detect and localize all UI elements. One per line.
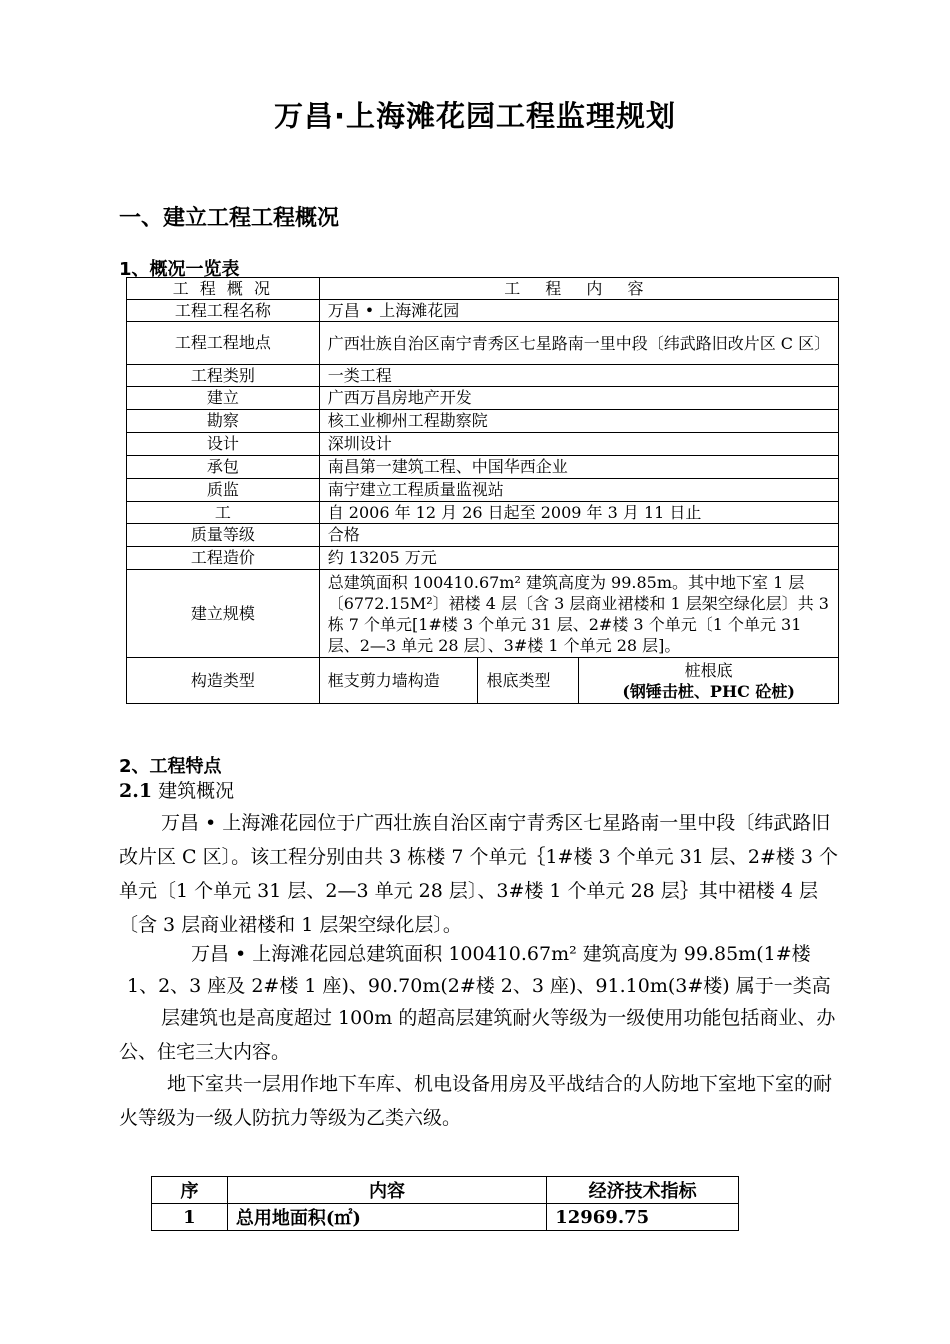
table-key: 设计 bbox=[127, 433, 320, 456]
table-key: 勘察 bbox=[127, 410, 320, 433]
table-cell-index: 1 bbox=[152, 1204, 228, 1231]
document-title: 万昌·上海滩花园工程监理规划 bbox=[273, 99, 677, 133]
economic-indicator-table bbox=[151, 1176, 739, 1231]
table-key: 质量等级 bbox=[127, 524, 320, 547]
table-key: 工程工程地点 bbox=[127, 322, 320, 365]
table-key: 质监 bbox=[127, 479, 320, 502]
table-key: 工程类别 bbox=[127, 365, 320, 387]
foundation-type-line-1: 桩根底 bbox=[684, 660, 733, 680]
table-value: 深圳设计 bbox=[319, 433, 838, 456]
subheading-number: 2.1 bbox=[119, 780, 153, 802]
table-value: 南昌第一建筑工程、中国华西企业 bbox=[319, 456, 838, 479]
table-cell-indicator: 12969.75 bbox=[547, 1204, 739, 1231]
table-header-overview: 工 程 概 况 bbox=[127, 278, 320, 300]
paragraph-area-line-1: 万昌 • 上海滩花园总建筑面积 100410.67m² 建筑高度为 99.85m(1#楼 bbox=[191, 943, 811, 965]
section-heading-1: 一、建立工程工程概况 bbox=[119, 206, 340, 231]
overview-table bbox=[126, 277, 839, 704]
table-value: 广西壮族自治区南宁青秀区七星路南一里中段〔纬武路旧改片区 C 区〕 bbox=[319, 322, 838, 365]
table-value: 合格 bbox=[319, 524, 838, 547]
table-key: 建立规模 bbox=[127, 570, 320, 658]
paragraph-basement: 地下室共一层用作地下车库、机电设备用房及平战结合的人防地下室地下室的耐火等级为一级人防抗力等级为乙类六级。 bbox=[119, 1073, 833, 1129]
paragraph-location: 万昌 • 上海滩花园位于广西壮族自治区南宁青秀区七星路南一里中段〔纬武路旧改片区 C 区〕。该工程分别由共 3 栋楼 7 个单元｛1#楼 3 个单元 31 层、2#楼 3 个单元〔1 个单元 31 层、2—3 单元 28 层〕、3#楼 1 个单元 28 层｝其中裙楼 4 层〔含 3 层商业裙楼和 1 层架空绿化层〕。 bbox=[119, 812, 839, 936]
table-key: 构造类型 bbox=[127, 658, 320, 704]
subheading-text: 建筑概况 bbox=[158, 780, 235, 802]
table-key: 工程造价 bbox=[127, 547, 320, 570]
table-value: 万昌 • 上海滩花园 bbox=[319, 300, 838, 322]
table-value: 自 2006 年 12 月 26 日起至 2009 年 3 月 11 日止 bbox=[319, 502, 838, 524]
subheading-features: 2、工程特点 bbox=[119, 756, 222, 777]
table-value: 南宁建立工程质量监视站 bbox=[319, 479, 838, 502]
paragraph-area-line-3: 层建筑也是高度超过 100m 的超高层建筑耐火等级为一级使用功能包括商业、办公、住宅三大内容。 bbox=[119, 1007, 836, 1063]
foundation-type-cell bbox=[579, 658, 839, 704]
foundation-type-line-2: (钢锤击桩、PHC 砼桩) bbox=[622, 681, 795, 701]
table-value: 约 13205 万元 bbox=[319, 547, 838, 570]
subheading-overview-table: 1、概况一览表 bbox=[119, 259, 240, 280]
table-key: 承包 bbox=[127, 456, 320, 479]
table-header-indicator: 经济技术指标 bbox=[547, 1177, 739, 1204]
table-value: 广西万昌房地产开发 bbox=[319, 387, 838, 410]
table-value-scale: 总建筑面积 100410.67m² 建筑高度为 99.85m。其中地下室 1 层〔6772.15M²〕裙楼 4 层〔含 3 层商业裙楼和 1 层架空绿化层〕共 3 栋 7 个单元[1#楼 3 个单元 31 层、2#楼 3 个单元〔1 个单元 31 层、2—3 单元 28 层〕、3#楼 1 个单元 28 层]。 bbox=[319, 570, 838, 658]
table-header-content: 工 程 内 容 bbox=[319, 278, 838, 300]
table-header-index: 序 bbox=[152, 1177, 228, 1204]
table-key: 工程工程名称 bbox=[127, 300, 320, 322]
paragraph-area-line-2: 1、2、3 座及 2#楼 1 座)、90.70m(2#楼 2、3 座)、91.10m(3#楼) 属于一类高 bbox=[127, 975, 831, 997]
subheading-building-overview bbox=[119, 776, 234, 803]
table-cell-content: 总用地面积(㎡) bbox=[227, 1204, 546, 1231]
table-value: 框支剪力墙构造 bbox=[319, 658, 478, 704]
table-value: 核工业柳州工程勘察院 bbox=[319, 410, 838, 433]
table-header-content: 内容 bbox=[227, 1177, 546, 1204]
table-key: 根底类型 bbox=[478, 658, 579, 704]
table-value: 一类工程 bbox=[319, 365, 838, 387]
table-key: 工 bbox=[127, 502, 320, 524]
table-key: 建立 bbox=[127, 387, 320, 410]
